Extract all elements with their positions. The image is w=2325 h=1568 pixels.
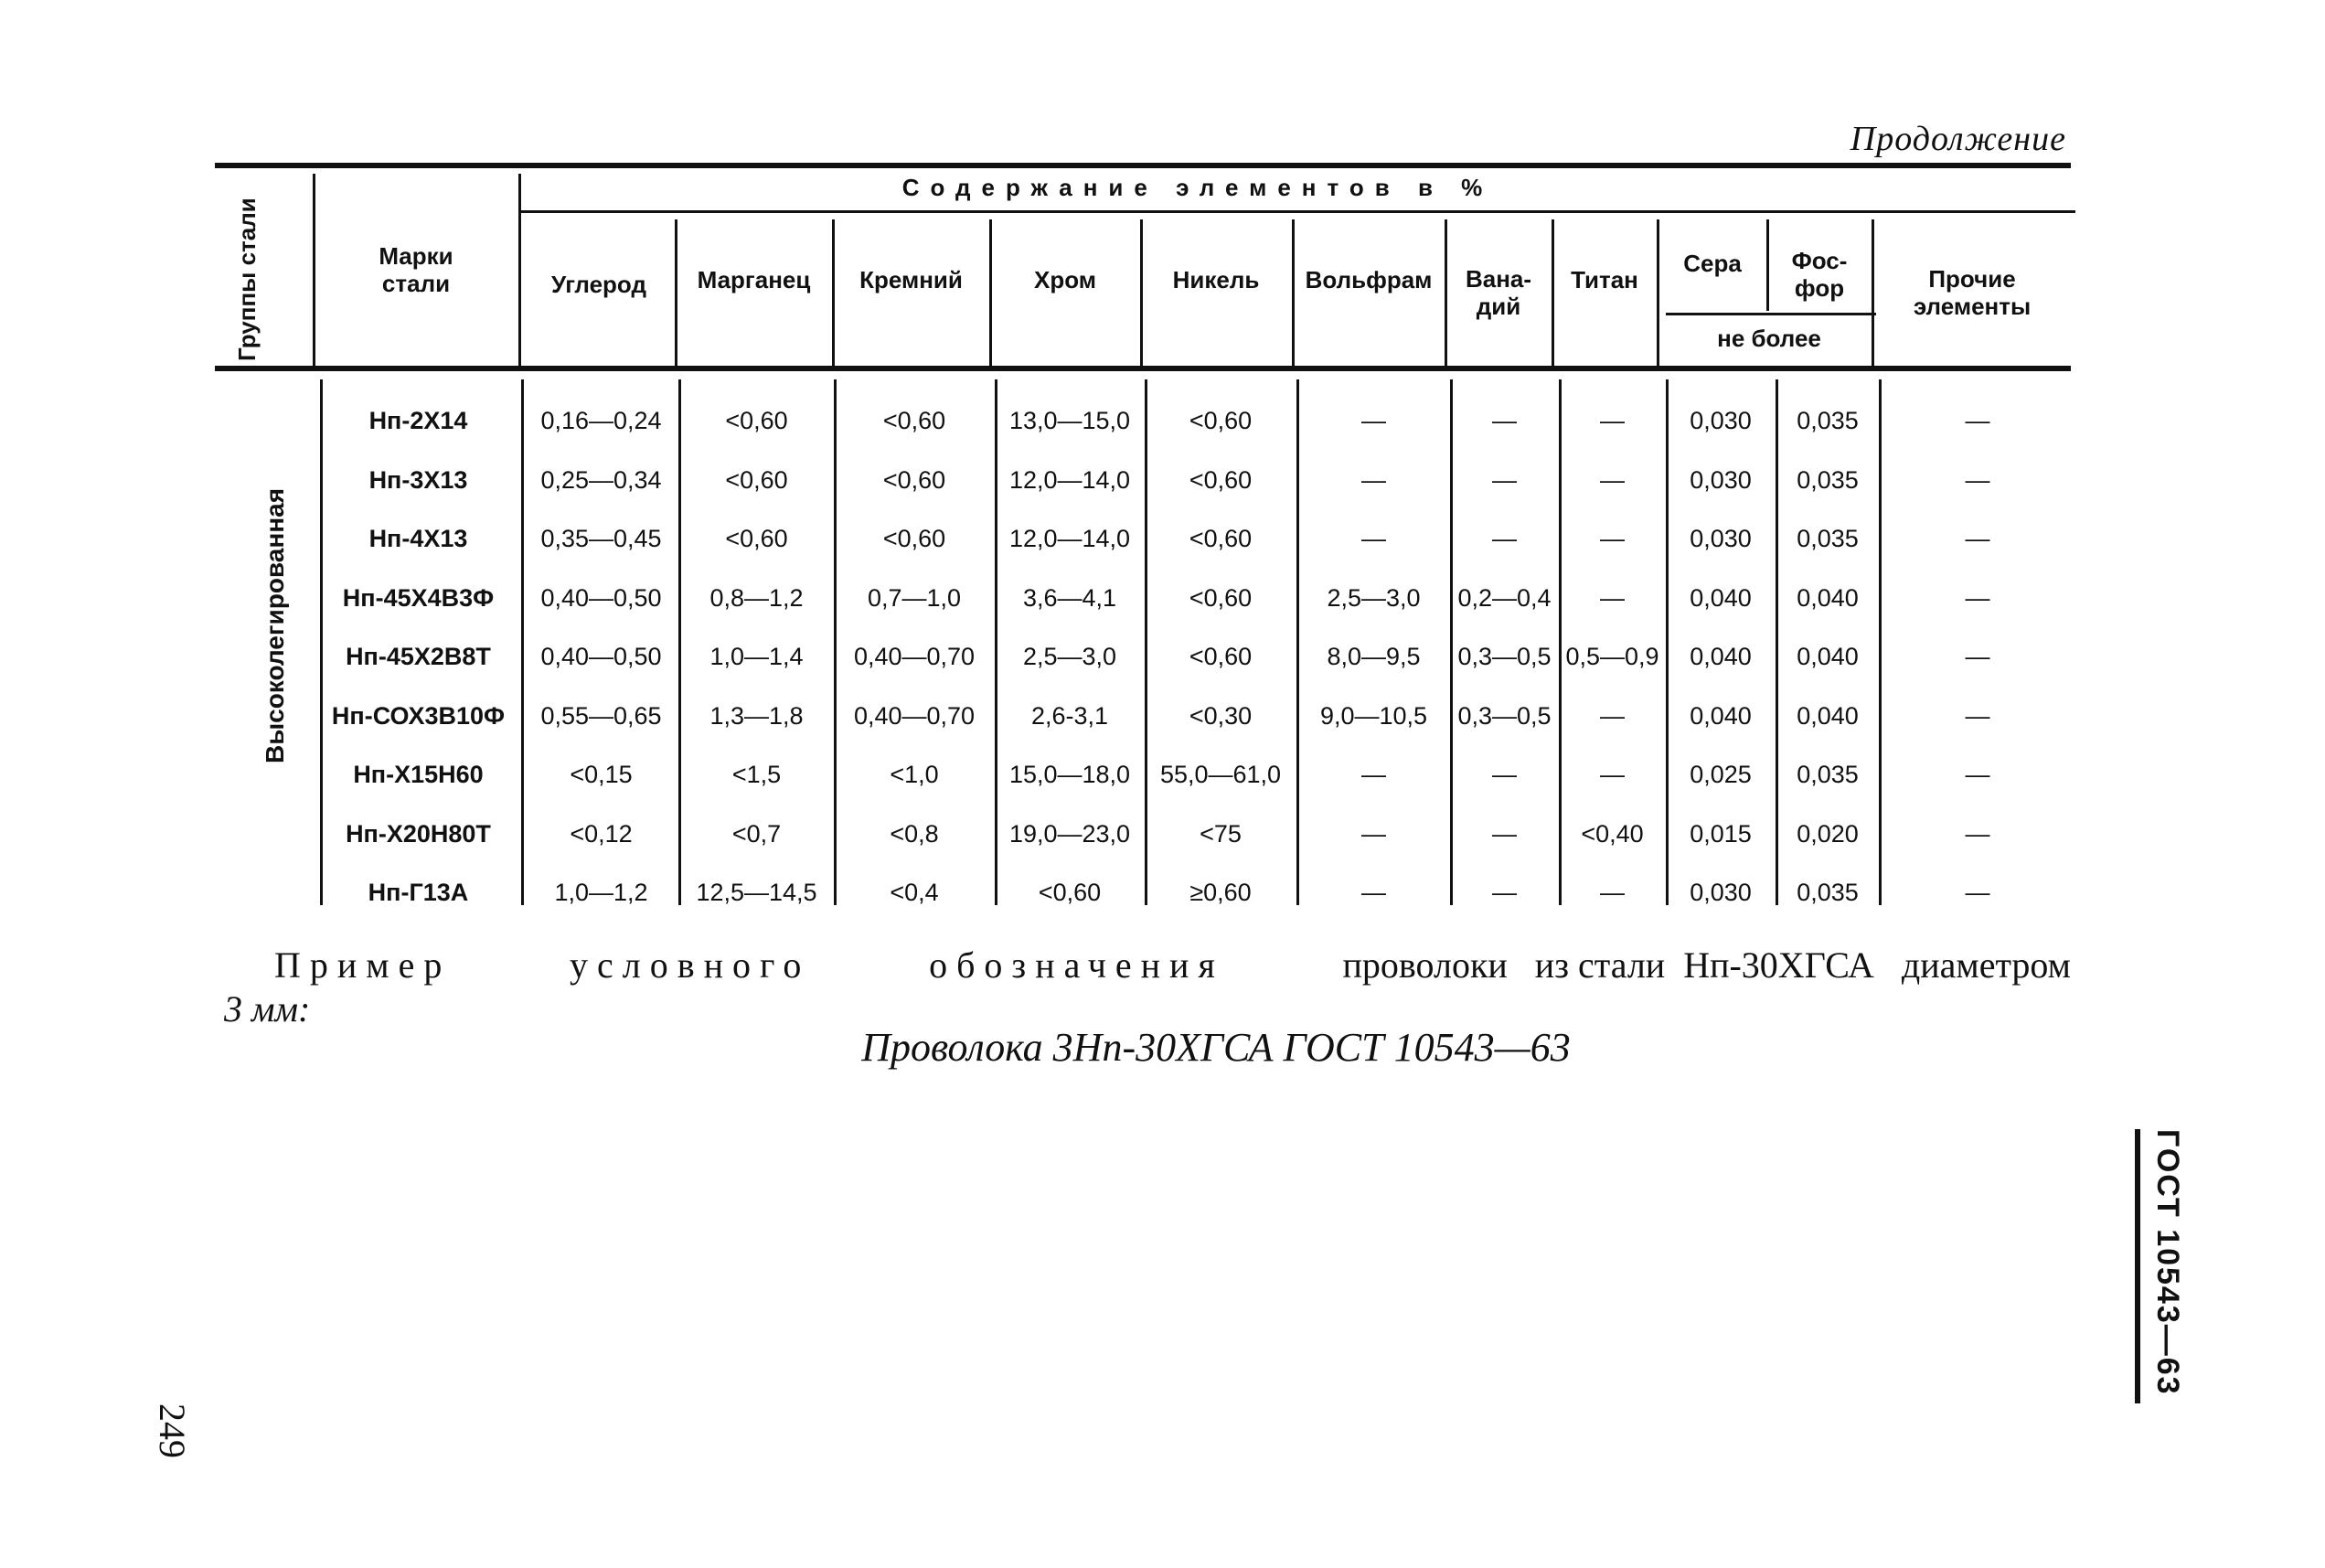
cell-s: 0,030	[1690, 525, 1752, 552]
cell-si: <0,8	[890, 819, 939, 848]
cell-c: <0,12	[570, 819, 633, 848]
sp-header-rule	[1666, 313, 1876, 315]
header-silicon: Кремний	[859, 266, 963, 293]
steel-grade-cell: Нп-Г13А	[368, 879, 469, 906]
cell-ni: <0,60	[1189, 583, 1253, 612]
header-content: Содержание элементов в %	[901, 174, 1494, 201]
header-grade	[325, 242, 507, 297]
header-phosphorus-l2: фор	[1794, 274, 1845, 302]
cell-mn: 12,5—14,5	[696, 879, 817, 906]
cell-w: —	[1361, 465, 1386, 494]
cell-c: 0,40—0,50	[540, 583, 662, 612]
cell-ni: <0,60	[1189, 643, 1253, 670]
header-tungsten: Вольфрам	[1305, 266, 1433, 293]
cell-v: —	[1492, 407, 1517, 434]
cell-ti: —	[1600, 761, 1625, 788]
cell-other: —	[1965, 819, 1990, 848]
cell-s: 0,015	[1690, 819, 1752, 848]
cell-ti: 0,5—0,9	[1565, 643, 1659, 670]
cell-p: 0,035	[1797, 525, 1859, 552]
cell-cr: 2,6-3,1	[1030, 701, 1109, 730]
example-rest: проволоки из стали Нп-30ХГСА диаметром	[1342, 944, 2071, 986]
header-carbon: Углерод	[551, 271, 646, 298]
header-manganese: Марганец	[697, 266, 811, 293]
cell-w: —	[1361, 407, 1386, 434]
steel-grade-cell: Нп-СОХ3В10Ф	[331, 701, 506, 730]
cell-ti: <0,40	[1581, 819, 1644, 848]
col-divider	[518, 174, 521, 366]
cell-mn: <0,7	[731, 819, 782, 848]
header-group: Группы стали	[233, 197, 261, 361]
steel-grade-cell: Нп-4Х13	[368, 525, 468, 552]
content-header-rule	[521, 210, 2075, 213]
col-divider	[320, 379, 323, 905]
cell-other: —	[1965, 761, 1990, 788]
col-divider	[989, 219, 992, 366]
header-not-more: не более	[1717, 325, 1821, 352]
cell-mn: <0,60	[725, 525, 788, 552]
cell-p: 0,040	[1797, 583, 1859, 612]
page-number: 249	[152, 1403, 193, 1458]
cell-si: <0,60	[882, 407, 946, 434]
cell-w: —	[1361, 879, 1386, 906]
header-phosphorus-l1: Фос-	[1791, 247, 1848, 274]
cell-c: 0,35—0,45	[540, 525, 662, 552]
cell-ni: <75	[1200, 819, 1242, 848]
cell-mn: 0,8—1,2	[709, 583, 804, 612]
example-line1	[274, 944, 2071, 987]
cell-mn: 1,3—1,8	[709, 701, 804, 730]
header-nickel: Никель	[1172, 266, 1260, 293]
cell-p: 0,035	[1797, 407, 1859, 434]
cell-v: —	[1492, 879, 1517, 906]
cell-ti: —	[1600, 525, 1625, 552]
cell-v: 0,3—0,5	[1457, 701, 1552, 730]
cell-c: 0,40—0,50	[540, 643, 662, 670]
col-divider	[1766, 219, 1769, 311]
cell-si: 0,40—0,70	[853, 643, 976, 670]
header-vanadium-l2: дий	[1476, 293, 1521, 320]
col-divider	[675, 219, 677, 366]
cell-s: 0,040	[1690, 701, 1752, 730]
col-divider	[1445, 219, 1447, 366]
cell-cr: 13,0—15,0	[1008, 407, 1131, 434]
cell-ni: ≥0,60	[1189, 879, 1252, 906]
cell-ti: —	[1600, 465, 1625, 494]
cell-si: <0,60	[882, 465, 946, 494]
cell-other: —	[1965, 525, 1990, 552]
header-other-l2: элементы	[1913, 293, 2032, 320]
cell-ti: —	[1600, 701, 1625, 730]
cell-ni: <0,60	[1189, 465, 1253, 494]
cell-other: —	[1965, 407, 1990, 434]
header-chromium: Хром	[1034, 266, 1096, 293]
cell-mn: <0,60	[725, 465, 788, 494]
cell-cr: 3,6—4,1	[1022, 583, 1117, 612]
header-sulfur: Сера	[1683, 250, 1742, 277]
cell-mn: <0,60	[725, 407, 788, 434]
cell-p: 0,035	[1797, 879, 1859, 906]
cell-v: —	[1492, 819, 1517, 848]
col-divider	[313, 174, 315, 366]
cell-ni: 55,0—61,0	[1159, 761, 1282, 788]
steel-grade-cell: Нп-Х15Н60	[353, 761, 484, 788]
col-divider	[1140, 219, 1143, 366]
cell-ti: —	[1600, 583, 1625, 612]
col-divider	[1292, 219, 1295, 366]
side-label-bar	[2135, 1129, 2140, 1403]
cell-si: <0,4	[890, 879, 939, 906]
table-header-rule	[215, 366, 2071, 371]
col-divider	[1657, 219, 1659, 366]
cell-other: —	[1965, 701, 1990, 730]
example-line2: 3 мм:	[224, 988, 311, 1029]
cell-ni: <0,60	[1189, 407, 1253, 434]
cell-s: 0,030	[1690, 879, 1752, 906]
steel-grade-cell: Нп-45Х4В3Ф	[342, 583, 495, 612]
cell-mn: <1,5	[731, 761, 782, 788]
cell-p: 0,040	[1797, 701, 1859, 730]
cell-c: <0,15	[570, 761, 633, 788]
cell-s: 0,040	[1690, 583, 1752, 612]
cell-cr: 19,0—23,0	[1008, 819, 1131, 848]
cell-ni: <0,60	[1189, 525, 1253, 552]
cell-s: 0,030	[1690, 465, 1752, 494]
cell-ti: —	[1600, 407, 1625, 434]
header-vanadium-l1: Вана-	[1465, 265, 1532, 293]
cell-c: 0,16—0,24	[540, 407, 662, 434]
cell-other: —	[1965, 643, 1990, 670]
cell-p: 0,035	[1797, 465, 1859, 494]
cell-p: 0,035	[1797, 761, 1859, 788]
cell-v: 0,2—0,4	[1457, 583, 1552, 612]
header-other-l1: Прочие	[1928, 265, 2016, 293]
cell-v: —	[1492, 465, 1517, 494]
cell-si: <1,0	[890, 761, 939, 788]
cell-mn: 1,0—1,4	[709, 643, 804, 670]
cell-other: —	[1965, 879, 1990, 906]
example-word-2: условного	[570, 944, 811, 986]
cell-p: 0,020	[1797, 819, 1859, 848]
cell-w: —	[1361, 761, 1386, 788]
group-label: Высоколегированная	[261, 487, 289, 763]
cell-cr: 12,0—14,0	[1008, 525, 1131, 552]
cell-v: —	[1492, 525, 1517, 552]
cell-w: —	[1361, 819, 1386, 848]
cell-c: 0,55—0,65	[540, 701, 662, 730]
example-word-1: Пример	[274, 944, 452, 986]
cell-c: 1,0—1,2	[554, 879, 648, 906]
cell-c: 0,25—0,34	[540, 465, 662, 494]
steel-grade-cell: Нп-3Х13	[368, 465, 468, 494]
continuation-label: Продолжение	[1850, 120, 2066, 158]
steel-grade-cell: Нп-45Х2В8Т	[346, 643, 491, 670]
cell-s: 0,025	[1690, 761, 1752, 788]
cell-s: 0,040	[1690, 643, 1752, 670]
col-divider	[832, 219, 835, 366]
header-other	[1876, 265, 2068, 320]
cell-s: 0,030	[1690, 407, 1752, 434]
cell-v: 0,3—0,5	[1457, 643, 1552, 670]
cell-p: 0,040	[1797, 643, 1859, 670]
cell-v: —	[1492, 761, 1517, 788]
cell-si: 0,7—1,0	[867, 583, 962, 612]
header-grade-text: Марки стали	[379, 242, 453, 297]
steel-grade-cell: Нп-Х20Н80Т	[346, 819, 491, 848]
cell-w: 8,0—9,5	[1327, 643, 1421, 670]
cell-other: —	[1965, 465, 1990, 494]
cell-w: 2,5—3,0	[1327, 583, 1421, 612]
col-divider	[521, 379, 524, 905]
cell-cr: 12,0—14,0	[1008, 465, 1131, 494]
header-titanium: Титан	[1571, 266, 1638, 293]
side-gost-label: ГОСТ 10543—63	[2150, 1129, 2185, 1396]
steel-grade-cell: Нп-2Х14	[368, 407, 468, 434]
header-vanadium	[1448, 265, 1549, 320]
cell-si: <0,60	[882, 525, 946, 552]
example-word-3: обозначения	[929, 944, 1224, 986]
cell-w: 9,0—10,5	[1319, 701, 1428, 730]
table-top-rule	[215, 163, 2071, 168]
cell-w: —	[1361, 525, 1386, 552]
cell-cr: 2,5—3,0	[1022, 643, 1117, 670]
cell-other: —	[1965, 583, 1990, 612]
cell-si: 0,40—0,70	[853, 701, 976, 730]
cell-ni: <0,30	[1189, 701, 1253, 730]
cell-ti: —	[1600, 879, 1625, 906]
cell-cr: 15,0—18,0	[1008, 761, 1131, 788]
header-phosphorus	[1770, 247, 1869, 302]
example-designation: Проволока 3Нп-30ХГСА ГОСТ 10543—63	[861, 1025, 1571, 1070]
cell-cr: <0,60	[1038, 879, 1102, 906]
